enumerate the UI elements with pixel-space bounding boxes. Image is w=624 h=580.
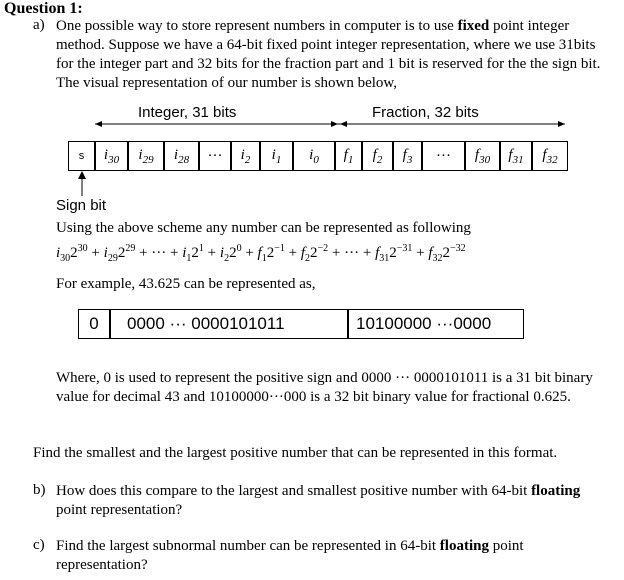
formula: $i_{30}2^{30} + i_{29}2^{29}$ + ··· + $i_12^1 + i_22^0 + f_12^{-1} + f_22^{-2}$ + ··· + $f_{31}2^{-31} + f_{32}2^{-32}$ — [56, 243, 466, 264]
part-a-label: a) — [33, 17, 45, 33]
cell-f30: $f_{30}$ — [465, 141, 500, 171]
cell-i1: $i_1$ — [260, 141, 293, 171]
part-c-text: Find the largest subnormal number can be represented in 64-bit floating point representation? — [56, 538, 524, 573]
part-b-text: How does this compare to the largest and smallest positive number with 64-bit floating point representation? — [56, 483, 581, 518]
part-a-text: One possible way to store represent numbers in computer is to use fixed point integer method. Suppose we have a 64-bit fixed point integer representation, where we use 31bits for the integer part and 32 bits for the fraction part and 1 bit is reserved for the the sign bit. The visual representation of our number is shown below, — [56, 18, 601, 91]
cell-frac-dots: ··· — [422, 141, 465, 171]
sign-bit-label: Sign bit — [56, 197, 107, 214]
cell-f2: $f_2$ — [362, 141, 393, 171]
cell-f3: $f_3$ — [393, 141, 422, 171]
example-text: For example, 43.625 can be represented as, — [56, 276, 316, 292]
cell-i28: $i_{28}$ — [164, 141, 199, 171]
question-title: Question 1: — [4, 0, 83, 17]
cell-i2: $i_2$ — [231, 141, 260, 171]
part-c-label: c) — [33, 537, 45, 553]
cell-sign: s — [68, 141, 95, 171]
cell-f1: $f_1$ — [335, 141, 362, 171]
bit-range-arrows — [0, 118, 624, 130]
cell-i29: $i_{29}$ — [128, 141, 164, 171]
part-b-label: b) — [33, 482, 46, 498]
integer-label: Integer, 31 bits — [138, 104, 237, 121]
cell-int-dots: ··· — [199, 141, 231, 171]
bit-cells-row — [68, 141, 568, 171]
where-text: Where, 0 is used to represent the positive sign and 0000 ··· 0000101011 is a 31 bit binary value for decimal 43 and 10100000···000 is a 32 bit binary value for fractional 0.625. — [56, 370, 593, 405]
sign-bit-arrow — [76, 171, 88, 197]
example-sign-box: 0 — [78, 309, 110, 339]
fraction-label: Fraction, 32 bits — [372, 104, 479, 121]
example-integer-box: 0000 ··· 0000101011 — [110, 309, 348, 339]
cell-i0: $i_0$ — [293, 141, 335, 171]
find-text: Find the smallest and the largest positive number that can be represented in this format. — [33, 445, 558, 461]
scheme-text: Using the above scheme any number can be represented as following — [56, 220, 471, 236]
example-fraction-box: 10100000 ···0000 — [348, 309, 524, 339]
cell-i30: $i_{30}$ — [95, 141, 128, 171]
cell-f32: $f_{32}$ — [532, 141, 568, 171]
cell-f31: $f_{31}$ — [500, 141, 532, 171]
